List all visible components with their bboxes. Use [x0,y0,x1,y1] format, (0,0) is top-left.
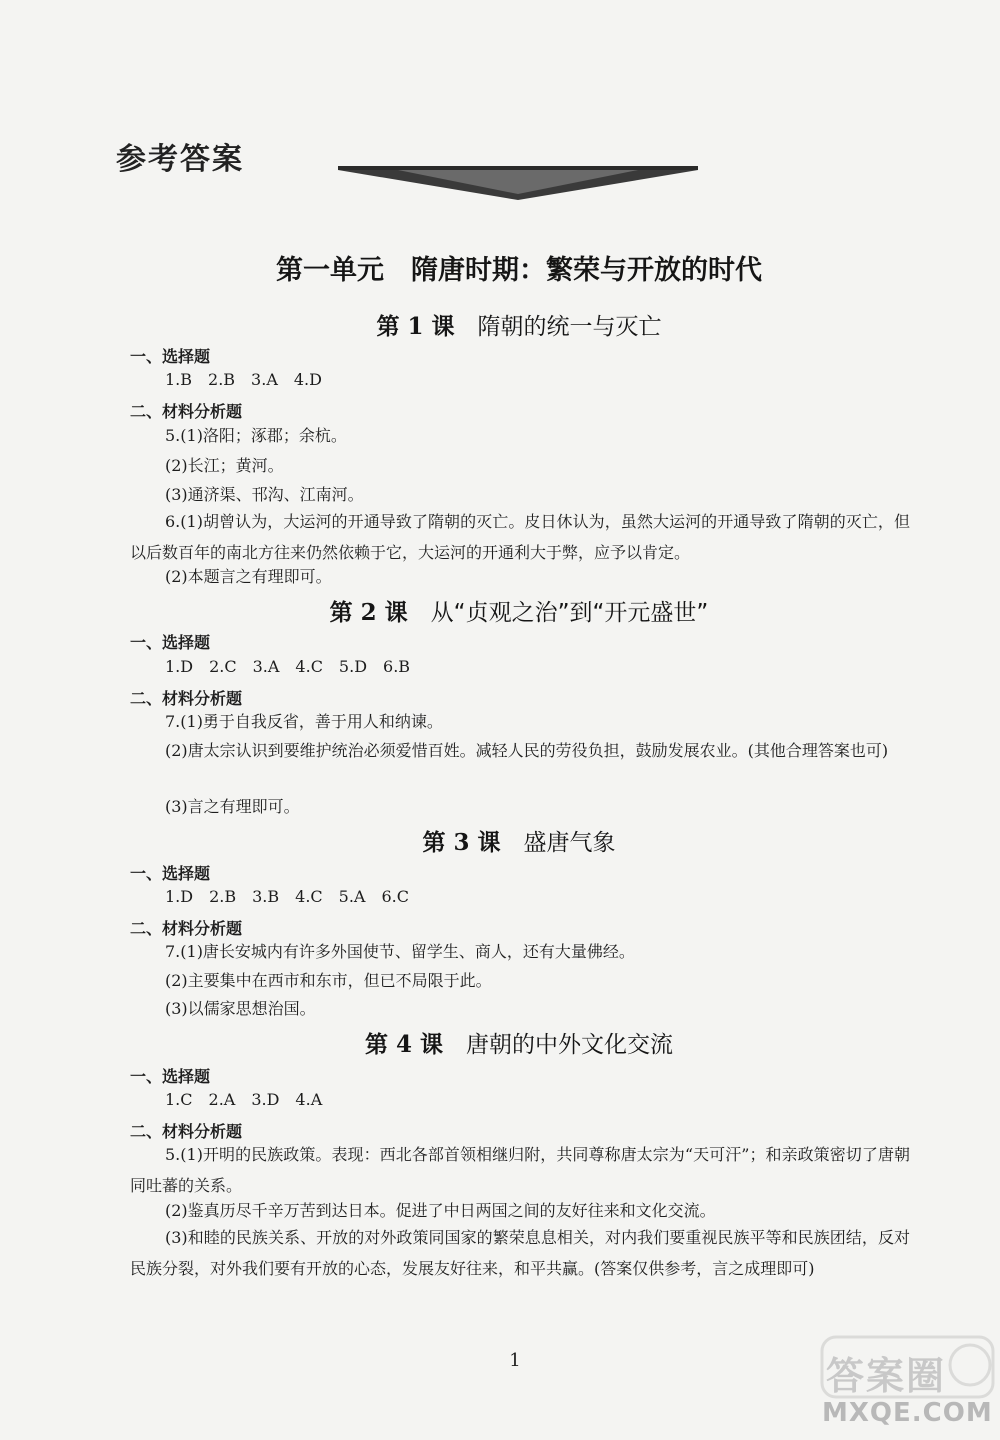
lesson-1-answer-paragraph: 6.(1)胡曾认为，大运河的开通导致了隋朝的灭亡。皮日休认为，虽然大运河的开通导致了隋朝的灭亡，但以后数百年的南北方往来仍然依赖于它，大运河的开通利大于弊，应予以肯定。 [130,512,910,562]
lesson-3-choice-heading: 一、选择题 [130,864,211,883]
lesson-2-choice-heading: 一、选择题 [130,633,211,652]
lesson-4-number: 第 4 课 [364,1031,444,1058]
lesson-4-choice-answers: 1.C 2.A 3.D 4.A [165,1090,323,1109]
lesson-4-title: 唐朝的中外文化交流 [466,1032,674,1058]
lesson-3-answer-line: (3)以儒家思想治国。 [165,999,316,1018]
watermark-site: MXQE.COM [822,1398,993,1428]
lesson-3-answer-line: (2)主要集中在西市和东市，但已不局限于此。 [165,971,492,990]
lesson-1-title: 隋朝的统一与灭亡 [477,314,662,340]
lesson-1-choice-heading: 一、选择题 [130,347,211,366]
title-banner [338,130,698,205]
lesson-2-title: 从“贞观之治”到“开元盛世” [430,600,709,626]
lesson-1-choice-answers: 1.B 2.B 3.A 4.D [165,370,322,389]
lesson-3-heading [0,824,1000,857]
lesson-4-answer-paragraph: 5.(1)开明的民族政策。表现：西北各部首领相继归附，共同尊称唐太宗为“天可汗”；和亲政策密切了唐朝同吐蕃的关系。 [130,1145,910,1195]
lesson-1-heading [0,308,1000,341]
watermark-logo-text: 答案圈 [826,1354,947,1398]
lesson-4-answer-line: (2)鉴真历尽千辛万苦到达日本。促进了中日两国之间的友好往来和文化交流。 [165,1201,716,1220]
lesson-4-answer-paragraph: (3)和睦的民族关系、开放的对外政策同国家的繁荣息息相关，对内我们要重视民族平等和民族团结，反对民族分裂，对外我们要有开放的心态，发展友好往来，和平共赢。(答案仅供参考，言之成理即可) [130,1228,910,1278]
lesson-4-choice-heading: 一、选择题 [130,1067,211,1086]
lesson-2-number: 第 2 课 [329,599,408,626]
lesson-3-number: 第 3 课 [422,829,501,856]
lesson-1-material-heading: 二、材料分析题 [130,402,243,421]
lesson-2-material-heading: 二、材料分析题 [130,689,243,708]
lesson-2-choice-answers: 1.D 2.C 3.A 4.C 5.D 6.B [165,657,411,676]
lesson-2-answer-paragraph: (2)唐太宗认识到要维护统治必须爱惜百姓。减轻人民的劳役负担，鼓励发展农业。(其他合理答案也可) [165,741,889,760]
lesson-1-number: 第 1 课 [376,313,455,340]
lesson-4-material-heading: 二、材料分析题 [130,1122,243,1141]
lesson-4-heading [0,1026,1000,1059]
page-title: 参考答案 [116,142,244,177]
lesson-3-choice-answers: 1.D 2.B 3.B 4.C 5.A 6.C [165,887,409,906]
page-number: 1 [509,1350,521,1371]
lesson-1-answer-line: (2)长江；黄河。 [165,456,284,475]
lesson-3-material-heading: 二、材料分析题 [130,919,243,938]
lesson-2-answer-line: 7.(1)勇于自我反省，善于用人和纳谏。 [165,712,443,731]
lesson-2-heading [0,594,1000,627]
lesson-3-title: 盛唐气象 [523,830,616,856]
lesson-1-answer-line: (3)通济渠、邗沟、江南河。 [165,485,364,504]
lesson-3-answer-line: 7.(1)唐长安城内有许多外国使节、留学生、商人，还有大量佛经。 [165,942,635,961]
lesson-1-answer-line: (2)本题言之有理即可。 [165,567,332,586]
lesson-1-answer-line: 5.(1)洛阳；涿郡；余杭。 [165,426,347,445]
lesson-2-answer-line: (3)言之有理即可。 [165,797,300,816]
unit-title: 第一单元 隋唐时期：繁荣与开放的时代 [276,255,762,286]
